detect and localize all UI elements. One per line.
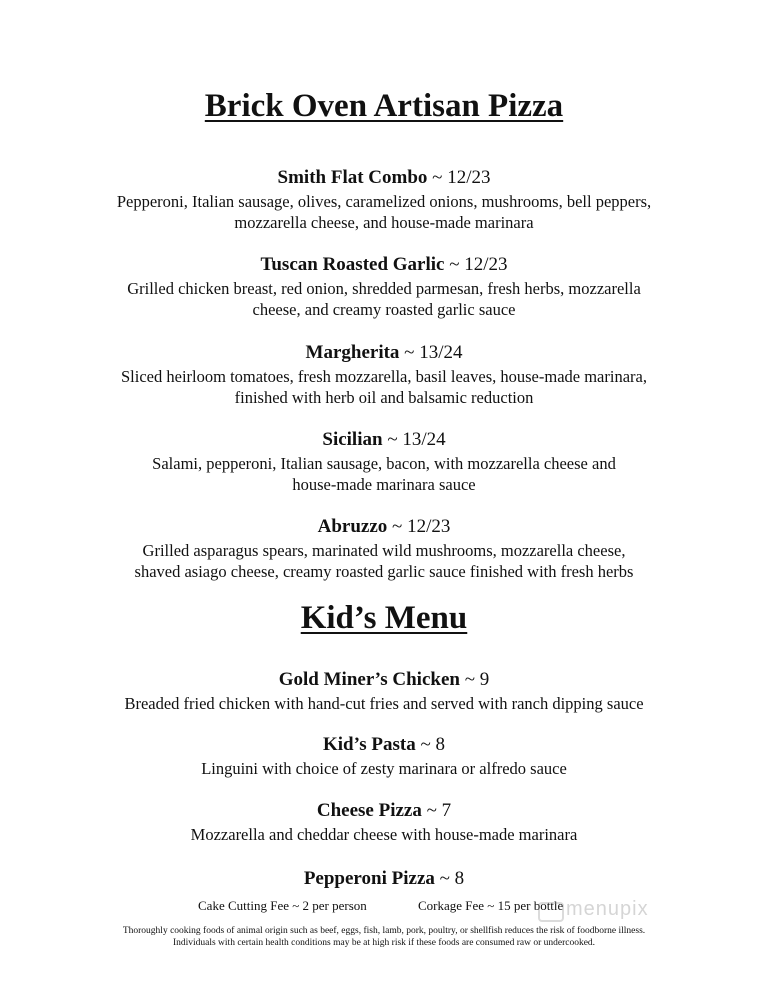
menu-item-header: [40, 668, 728, 692]
menu-item-name: Kid’s Pasta: [323, 734, 416, 755]
menu-item-price: ~ 9: [459, 669, 490, 690]
menu-item-description: [40, 453, 728, 495]
menu-item-pepperoni-pizza: [40, 867, 728, 891]
menu-item-name: Margherita: [305, 342, 400, 363]
menu-item-name: Cheese Pizza: [316, 800, 422, 821]
menu-item-smith-flat-combo: [40, 166, 728, 233]
menu-item-header: [40, 733, 728, 757]
menu-item-header: [40, 799, 728, 823]
menu-item-gold-miners-chicken: [40, 668, 728, 714]
menu-item-name: Sicilian: [322, 429, 383, 450]
menu-item-kids-pasta: [40, 733, 728, 779]
description-line: house-made marinara sauce: [292, 475, 476, 494]
menu-item-name: Pepperoni Pizza: [303, 868, 435, 889]
menu-item-description: [40, 366, 728, 408]
menu-item-price: ~ 7: [421, 800, 452, 821]
description-line: finished with herb oil and balsamic reduction: [234, 388, 534, 407]
menu-item-description: Linguini with choice of zesty marinara or alfredo sauce: [201, 759, 567, 778]
menupix-logo-icon: [538, 902, 564, 922]
menu-item-header: [40, 166, 728, 190]
description-line: Pepperoni, Italian sausage, olives, caramelized onions, mushrooms, bell peppers,: [116, 192, 652, 211]
menu-item-name: Smith Flat Combo: [277, 167, 428, 188]
menu-item-cheese-pizza: [40, 799, 728, 845]
corkage-fee: Corkage Fee ~ 15 per bottle: [418, 898, 564, 913]
description-line: Grilled chicken breast, red onion, shredded parmesan, fresh herbs, mozzarella: [127, 279, 641, 298]
menu-item-header: [40, 515, 728, 539]
food-safety-disclaimer: [40, 925, 728, 949]
menu-item-price: ~ 13/24: [382, 429, 446, 450]
description-line: cheese, and creamy roasted garlic sauce: [252, 300, 516, 319]
menu-item-price: ~ 8: [415, 734, 445, 755]
disclaimer-line: Thoroughly cooking foods of animal origin such as beef, eggs, fish, lamb, pork, poultry, or shellfish reduces the risk of foodborne illness.: [122, 926, 646, 936]
menu-item-price: ~ 8: [434, 868, 465, 889]
menu-item-price: ~ 12/23: [387, 516, 451, 537]
menu-item-abruzzo: [40, 515, 728, 582]
menu-item-name: Abruzzo: [317, 516, 388, 537]
menu-item-name: Tuscan Roasted Garlic: [260, 254, 445, 275]
menu-item-description: [40, 278, 728, 320]
menu-item-tuscan-roasted-garlic: [40, 253, 728, 320]
menu-item-header: [40, 867, 728, 891]
menu-item-header: [40, 428, 728, 452]
description-line: Salami, pepperoni, Italian sausage, bacon, with mozzarella cheese and: [152, 454, 616, 473]
menupix-watermark: [518, 896, 678, 924]
menu-item-description: Mozzarella and cheddar cheese with house-made marinara: [190, 825, 578, 844]
cake-cutting-fee: Cake Cutting Fee ~ 2 per person: [198, 898, 367, 913]
menu-item-description: [40, 191, 728, 233]
menu-item-description: Breaded fried chicken with hand-cut fries and served with ranch dipping sauce: [124, 694, 644, 713]
menu-item-header: [40, 341, 728, 365]
description-line: Sliced heirloom tomatoes, fresh mozzarella, basil leaves, house-made marinara,: [121, 367, 647, 386]
kids-section-title: Kid’s Menu: [300, 600, 468, 636]
menu-item-margherita: [40, 341, 728, 408]
menu-item-header: [40, 253, 728, 277]
menu-item-description: [40, 540, 728, 582]
watermark-text: menupix: [566, 898, 649, 920]
description-line: mozzarella cheese, and house-made marinara: [234, 213, 534, 232]
description-line: Grilled asparagus spears, marinated wild mushrooms, mozzarella cheese,: [142, 541, 626, 560]
disclaimer-line: Individuals with certain health conditions may be at high risk if these foods are consumed raw or undercooked.: [172, 938, 596, 948]
description-line: shaved asiago cheese, creamy roasted garlic sauce finished with fresh herbs: [134, 562, 634, 581]
menu-item-price: ~ 13/24: [399, 342, 463, 363]
menu-item-price: ~ 12/23: [444, 254, 508, 275]
menu-item-price: ~ 12/23: [427, 167, 491, 188]
menu-item-name: Gold Miner’s Chicken: [278, 669, 460, 690]
menu-item-sicilian: [40, 428, 728, 495]
pizza-section-title: Brick Oven Artisan Pizza: [204, 88, 564, 124]
